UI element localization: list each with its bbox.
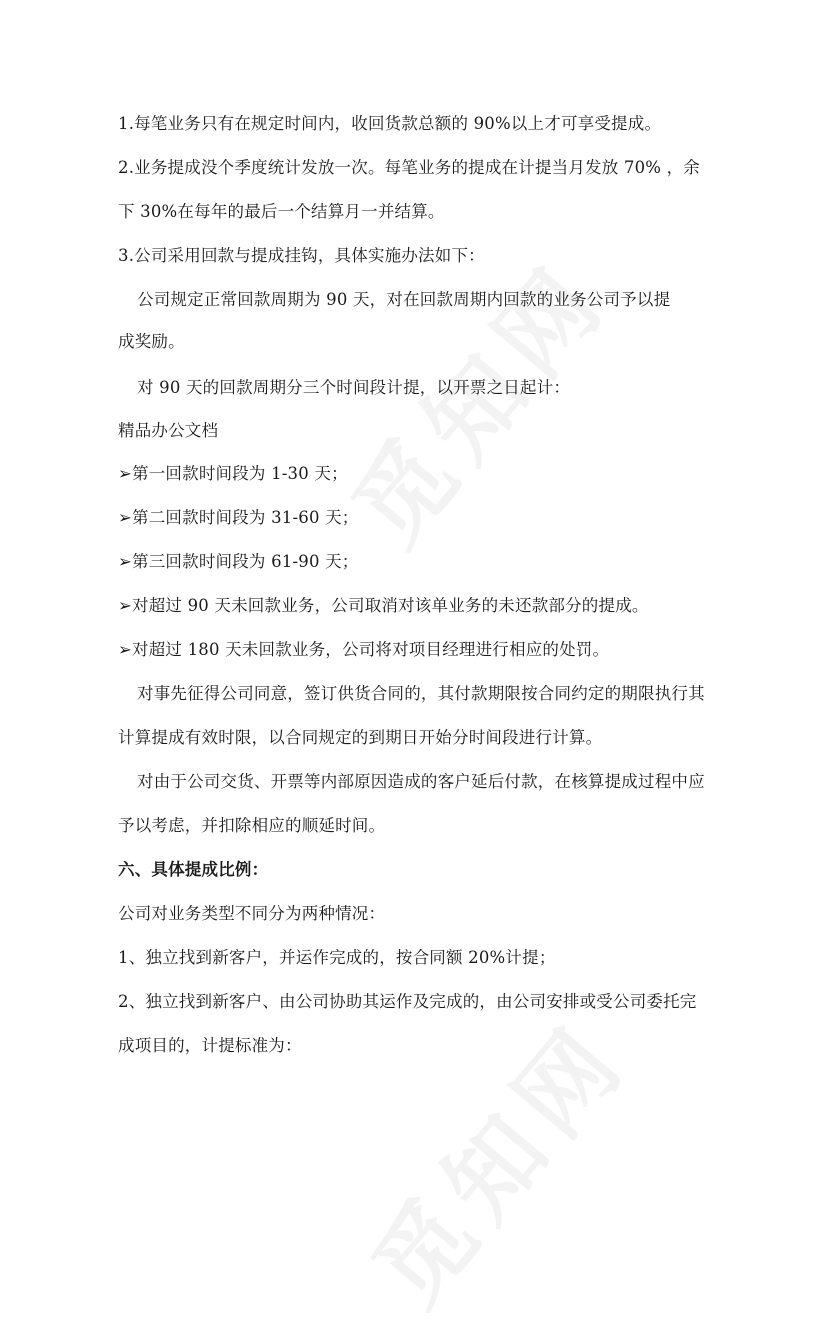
- section-heading: 六、具体提成比例：: [118, 860, 269, 879]
- paragraph-line: 2.业务提成没个季度统计发放一次。每笔业务的提成在计提当月发放 70% ，余: [118, 158, 701, 177]
- paragraph-line: 3.公司采用回款与提成挂钩，具体实施办法如下：: [118, 246, 485, 265]
- bullet-item: ➢第二回款时间段为 31-60 天；: [118, 508, 359, 527]
- paragraph-line: 1.每笔业务只有在规定时间内，收回货款总额的 90%以上才可享受提成。: [118, 114, 662, 133]
- paragraph-line: 1、独立找到新客户，并运作完成的，按合同额 20%计提；: [118, 948, 556, 967]
- paragraph-line: 计算提成有效时限，以合同规定的到期日开始分时间段进行计算。: [118, 728, 603, 747]
- paragraph-line: 2、独立找到新客户、由公司协助其运作及完成的，由公司安排或受公司委托完: [118, 992, 697, 1011]
- paragraph-line: 成奖励。: [118, 332, 185, 351]
- paragraph-line: 下 30%在每年的最后一个结算月一并结算。: [118, 202, 445, 221]
- paragraph-line: 成项目的，计提标准为：: [118, 1036, 302, 1055]
- paragraph-line: 公司规定正常回款周期为 90 天，对在回款周期内回款的业务公司予以提: [137, 290, 671, 309]
- bullet-item: ➢对超过 180 天未回款业务，公司将对项目经理进行相应的处罚。: [118, 640, 610, 659]
- paragraph-line: 对 90 天的回款周期分三个时间段计提，以开票之日起计：: [137, 378, 571, 397]
- watermark-bottom: [336, 988, 653, 1329]
- paragraph-line: 对事先征得公司同意，签订供货合同的，其付款期限按合同约定的期限执行其: [137, 684, 705, 703]
- bullet-item: ➢第一回款时间段为 1-30 天；: [118, 464, 348, 483]
- bullet-item: ➢第三回款时间段为 61-90 天；: [118, 552, 359, 571]
- paragraph-line: 精品办公文档: [118, 421, 219, 440]
- paragraph-line: 予以考虑，并扣除相应的顺延时间。: [118, 816, 386, 835]
- paragraph-line: 对由于公司交货、开票等内部原因造成的客户延后付款，在核算提成过程中应: [137, 772, 705, 791]
- paragraph-line: 公司对业务类型不同分为两种情况：: [118, 904, 386, 923]
- bullet-item: ➢对超过 90 天未回款业务，公司取消对该单业务的未还款部分的提成。: [118, 596, 649, 615]
